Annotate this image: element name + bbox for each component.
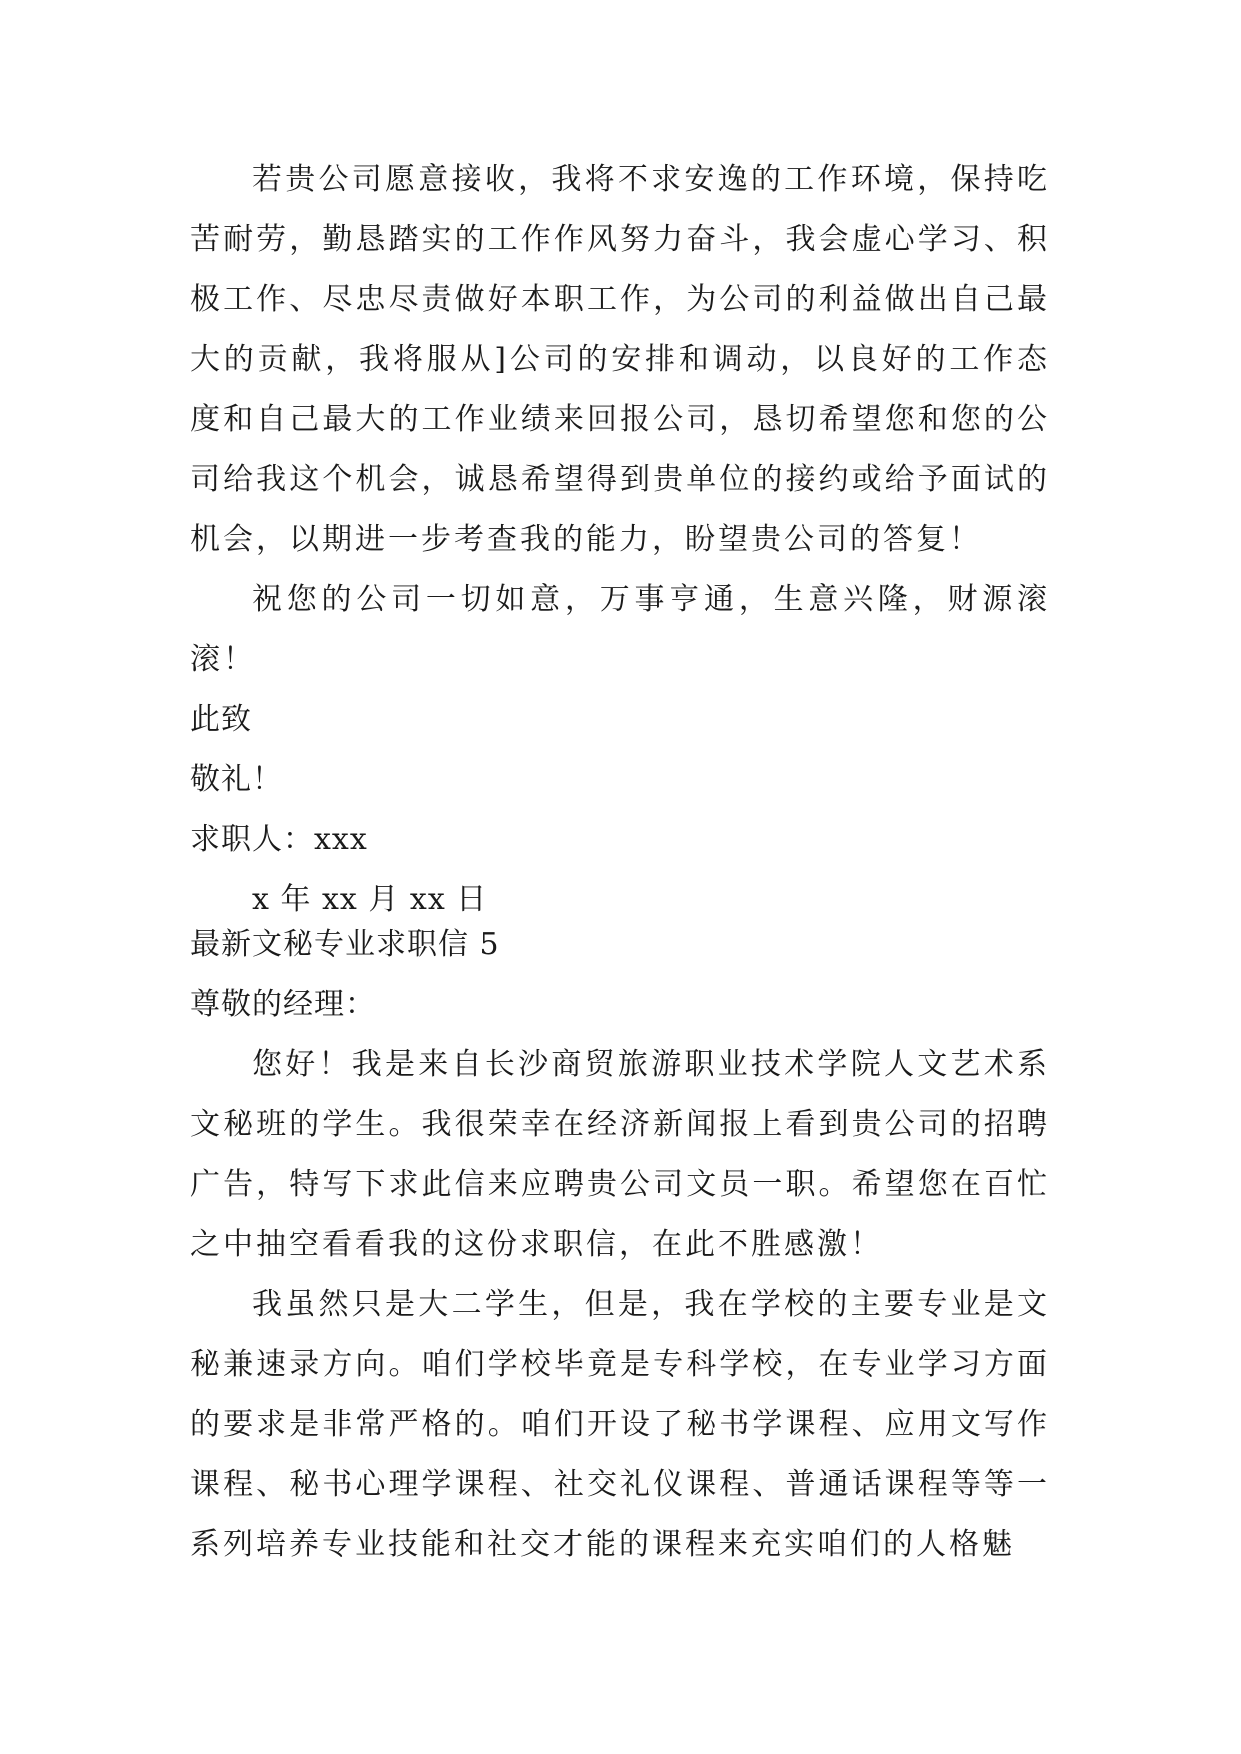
salutation-line: 尊敬的经理： (190, 987, 376, 1022)
paragraph-greeting: 您好！我是来自长沙商贸旅游职业技术学院人文艺术系文秘班的学生。我很荣幸在经济新闻报上看到贵公司的招聘广告，特写下求此信来应聘贵公司文员一职。希望您在百忙之中抽空看看我的这份求职信，在此不胜感激！ (190, 1047, 1050, 1262)
closing-line-1: 此致 (190, 702, 252, 737)
signature-line: 求职人：xxx (190, 822, 368, 857)
date-line: x 年 xx 月 xx 日 (252, 882, 488, 917)
closing-line-2: 敬礼！ (190, 762, 283, 797)
paragraph-intro: 若贵公司愿意接收，我将不求安逸的工作环境，保持吃苦耐劳，勤恳踏实的工作作风努力奋斗，我会虚心学习、积极工作、尽忠尽责做好本职工作，为公司的利益做出自己最大的贡献，我将服从]公司的安排和调动，以良好的工作态度和自己最大的工作业绩来回报公司，恳切希望您和您的公司给我这个机会，诚恳希望得到贵单位的接约或给予面试的机会，以期进一步考查我的能力，盼望贵公司的答复！ (190, 162, 1050, 557)
paragraph-wish: 祝您的公司一切如意，万事亨通，生意兴隆，财源滚滚！ (190, 582, 1050, 677)
section-title: 最新文秘专业求职信 5 (190, 927, 500, 962)
paragraph-study: 我虽然只是大二学生，但是，我在学校的主要专业是文秘兼速录方向。咱们学校毕竟是专科学校，在专业学习方面的要求是非常严格的。咱们开设了秘书学课程、应用文写作课程、秘书心理学课程、社交礼仪课程、普通话课程等等一系列培养专业技能和社交才能的课程来充实咱们的人格魅 (190, 1287, 1050, 1562)
letter-5-block (190, 915, 1050, 1575)
intro-block (190, 150, 1050, 930)
